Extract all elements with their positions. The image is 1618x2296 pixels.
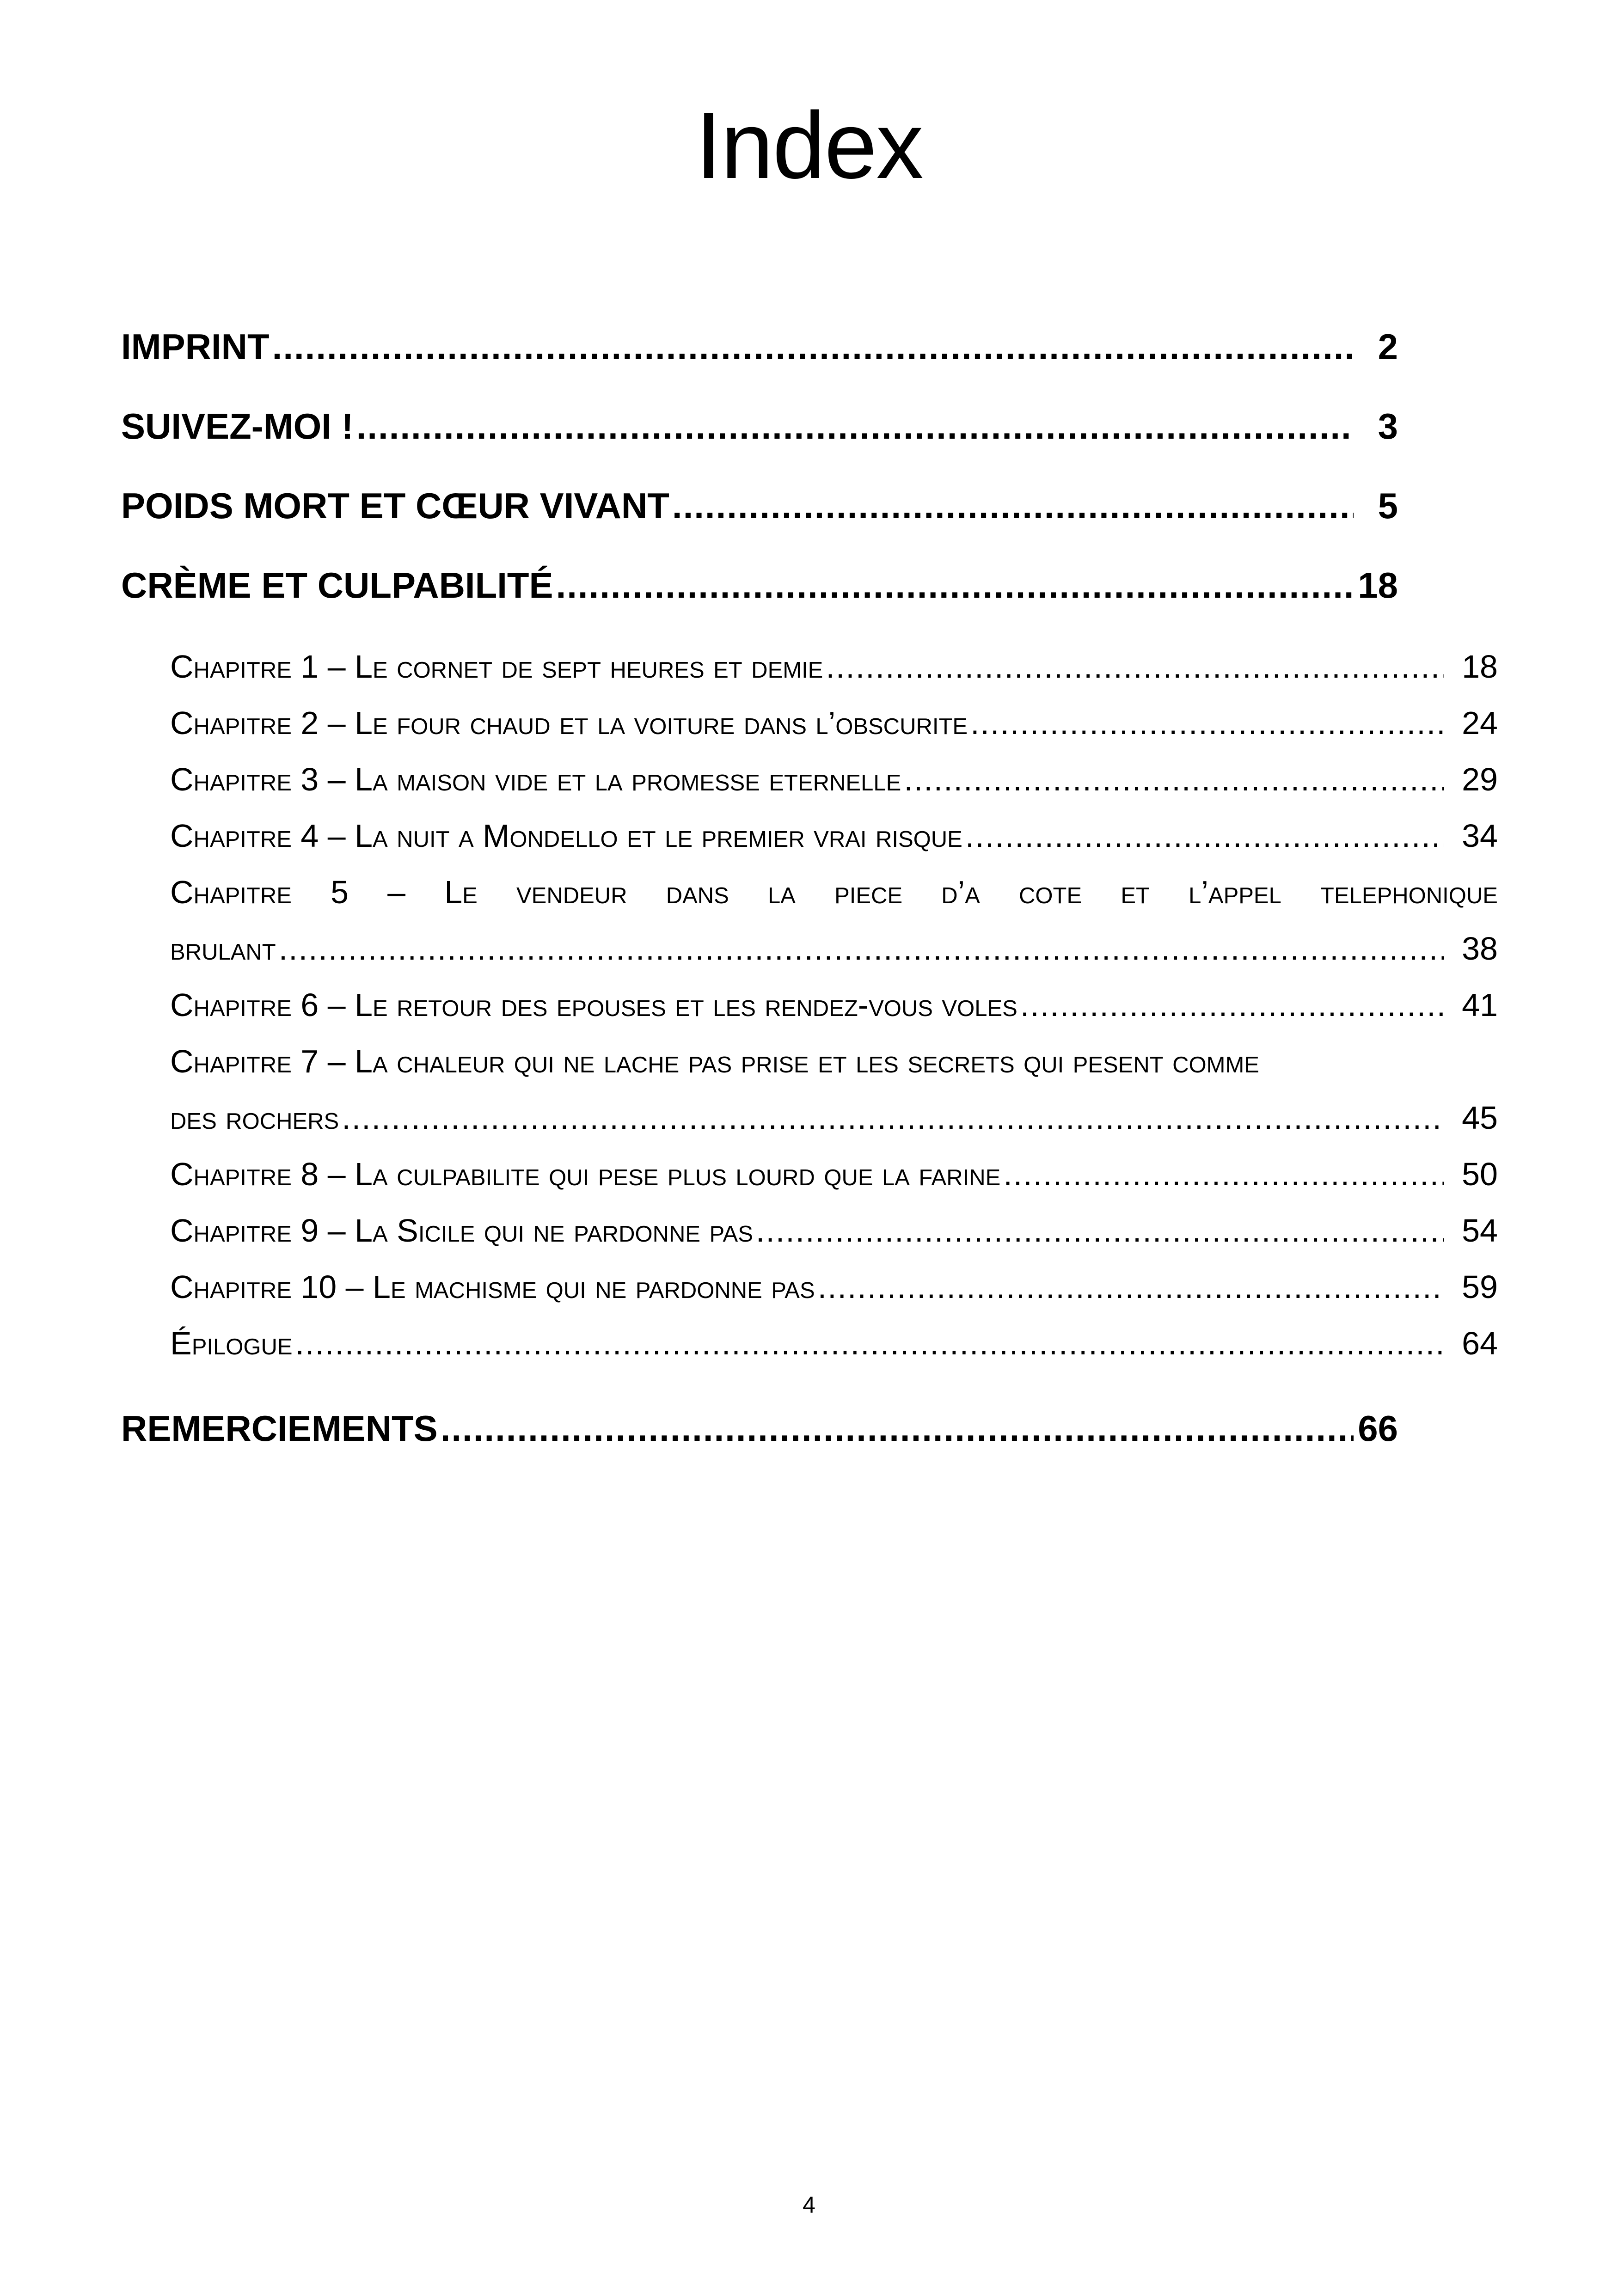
toc-chapter-page: 50 [1462, 1156, 1498, 1192]
toc-chapter-page: 34 [1462, 818, 1498, 854]
toc-entry-imprint[interactable] [121, 314, 1398, 370]
toc-chapter-8[interactable] [170, 1145, 1498, 1195]
toc-entry-page: 2 [1378, 326, 1398, 367]
toc-entry-page: 66 [1358, 1408, 1398, 1449]
toc-chapter-1[interactable] [170, 637, 1498, 688]
dot-leader [1020, 984, 1444, 1026]
toc-chapter-title: Épilogue [170, 1325, 293, 1361]
toc-word: dans [666, 874, 729, 910]
dot-leader [279, 927, 1444, 970]
toc-entry-title: IMPRINT [121, 326, 270, 367]
dot-leader [965, 814, 1444, 857]
toc-entry-creme[interactable] [121, 553, 1398, 608]
toc-entry-title: POIDS MORT ET CŒUR VIVANT [121, 485, 669, 526]
toc-chapter-title: Chapitre 9 – La Sicile qui ne pardonne pas [170, 1212, 753, 1249]
toc-word: – [387, 874, 406, 910]
toc-chapter-page: 18 [1462, 649, 1498, 685]
dot-leader [556, 562, 1354, 608]
dot-leader [441, 1405, 1354, 1451]
toc-chapter-title: Chapitre 2 – Le four chaud et la voiture dans l’obscurite [170, 705, 968, 741]
toc-word: piece [834, 874, 903, 910]
toc-chapter-2[interactable] [170, 693, 1498, 744]
dot-leader [1003, 1153, 1444, 1195]
toc-chapter-page: 38 [1462, 931, 1498, 967]
toc-chapter-page: 59 [1462, 1269, 1498, 1305]
toc-chapter-page: 41 [1462, 987, 1498, 1023]
toc-chapter-6[interactable] [170, 975, 1498, 1026]
dot-leader [356, 403, 1354, 449]
toc-chapter-title: brulant [170, 931, 276, 967]
toc-word: et [1121, 874, 1150, 910]
toc-entry-remerciements[interactable] [121, 1396, 1398, 1451]
toc-chapter-7-line-1[interactable] [170, 1032, 1498, 1083]
toc-word: Le [444, 874, 478, 910]
toc-word: d’a [941, 874, 980, 910]
toc-entry-page: 5 [1378, 485, 1398, 526]
dot-leader [756, 1209, 1444, 1252]
toc-chapter-4[interactable] [170, 806, 1498, 857]
toc-chapter-title: Chapitre 3 – La maison vide et la promesse eternelle [170, 761, 901, 797]
dot-leader [826, 645, 1444, 688]
toc-entry-poids-mort[interactable] [121, 473, 1398, 529]
page-number: 4 [803, 2192, 815, 2218]
toc-chapter-page: 29 [1462, 761, 1498, 797]
toc-entry-title: REMERCIEMENTS [121, 1408, 438, 1449]
toc-chapter-title: Chapitre 1 – Le cornet de sept heures et demie [170, 649, 823, 685]
toc-chapter-title: Chapitre 6 – Le retour des epouses et les rendez-vous voles [170, 987, 1017, 1023]
toc-chapter-title: des rochers [170, 1100, 339, 1136]
toc-entry-suivez-moi[interactable] [121, 394, 1398, 449]
toc-chapter-title: Chapitre 10 – Le machisme qui ne pardonne pas [170, 1269, 815, 1305]
toc-chapter-title: Chapitre 4 – La nuit a Mondello et le premier vrai risque [170, 818, 962, 854]
toc-entry-title: SUIVEZ-MOI ! [121, 406, 354, 447]
toc-word: l’appel [1189, 874, 1281, 910]
dot-leader [818, 1266, 1444, 1308]
toc-entry-title: CRÈME ET CULPABILITÉ [121, 565, 553, 606]
toc-epilogue[interactable] [170, 1314, 1498, 1365]
toc-chapter-page: 64 [1462, 1325, 1498, 1361]
dot-leader [904, 758, 1444, 801]
toc-chapter-page: 45 [1462, 1100, 1498, 1136]
dot-leader [342, 1096, 1444, 1139]
toc-chapter-page: 54 [1462, 1212, 1498, 1249]
toc-chapter-3[interactable] [170, 750, 1498, 801]
toc-chapter-5-line-2[interactable] [170, 919, 1498, 970]
toc-word: Chapitre [170, 874, 292, 910]
toc-entry-page: 3 [1378, 406, 1398, 447]
dot-leader [272, 324, 1354, 370]
page-title: Index [695, 92, 923, 198]
toc-chapter-10[interactable] [170, 1257, 1498, 1308]
toc-chapter-title: Chapitre 8 – La culpabilite qui pese plus lourd que la farine [170, 1156, 1001, 1192]
dot-leader [672, 483, 1354, 529]
toc-word: telephonique [1320, 874, 1498, 910]
toc-chapter-7-line-2[interactable] [170, 1088, 1498, 1139]
toc-chapter-5-line-1[interactable] [170, 863, 1498, 913]
toc-entry-page: 18 [1358, 565, 1398, 606]
toc-chapter-page: 24 [1462, 705, 1498, 741]
toc-word: la [768, 874, 796, 910]
toc-word: 5 [331, 874, 349, 910]
dot-leader [970, 702, 1444, 744]
dot-leader [295, 1322, 1444, 1365]
toc-chapter-title: Chapitre 7 – La chaleur qui ne lache pas prise et les secrets qui pesent comme [170, 1043, 1259, 1079]
toc-chapter-9[interactable] [170, 1201, 1498, 1252]
toc-word: vendeur [516, 874, 627, 910]
toc-word: cote [1019, 874, 1082, 910]
